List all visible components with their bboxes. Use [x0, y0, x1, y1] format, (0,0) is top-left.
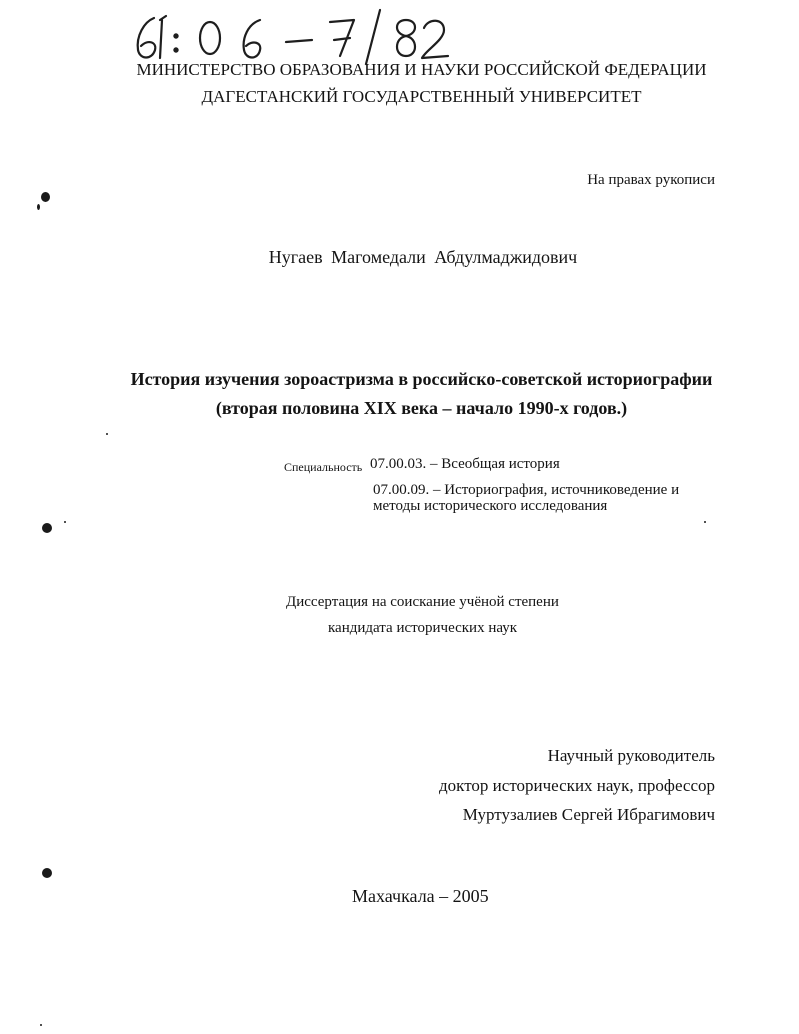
- degree-name: кандидата исторических наук: [328, 620, 518, 636]
- specialty-line-2: 07.00.09. – Историография, источниковедение и: [373, 482, 680, 498]
- scan-speck: [37, 204, 40, 210]
- scan-speck: [64, 521, 66, 523]
- specialty-label: Специальность: [284, 460, 363, 474]
- scan-speck: [42, 523, 52, 533]
- scan-speck: [704, 521, 706, 523]
- dissertation-title-line-2: (вторая половина XIX века – начало 1990-х годов.): [215, 398, 628, 418]
- university-heading: ДАГЕСТАНСКИЙ ГОСУДАРСТВЕННЫЙ УНИВЕРСИТЕТ: [201, 87, 642, 106]
- specialty-line-1: 07.00.03. – Всеобщая история: [370, 456, 560, 472]
- specialty-line-3: методы исторического исследования: [373, 498, 608, 514]
- dissertation-type: Диссертация на соискание учёной степени: [286, 594, 559, 610]
- scan-speck: [106, 433, 108, 435]
- scan-speck: [42, 868, 52, 878]
- scan-speck: [41, 192, 50, 202]
- handwritten-catalogue-number: [126, 6, 466, 66]
- city-and-year: Махачкала – 2005: [352, 886, 489, 906]
- scan-speck: [40, 1024, 42, 1026]
- handwritten-number-drawing: [126, 6, 466, 66]
- author-name: Нугаев Магомедали Абдулмаджидович: [268, 247, 578, 267]
- rights-note: На правах рукописи: [587, 172, 715, 188]
- advisor-title: доктор исторических наук, профессор: [439, 776, 715, 795]
- dissertation-title-line-1: История изучения зороастризма в российско-советской историографии: [130, 369, 713, 389]
- advisor-name: Муртузалиев Сергей Ибрагимович: [462, 805, 715, 824]
- advisor-role: Научный руководитель: [547, 746, 715, 765]
- ministry-heading: МИНИСТЕРСТВО ОБРАЗОВАНИЯ И НАУКИ РОССИЙСКОЙ ФЕДЕРАЦИИ: [136, 60, 707, 79]
